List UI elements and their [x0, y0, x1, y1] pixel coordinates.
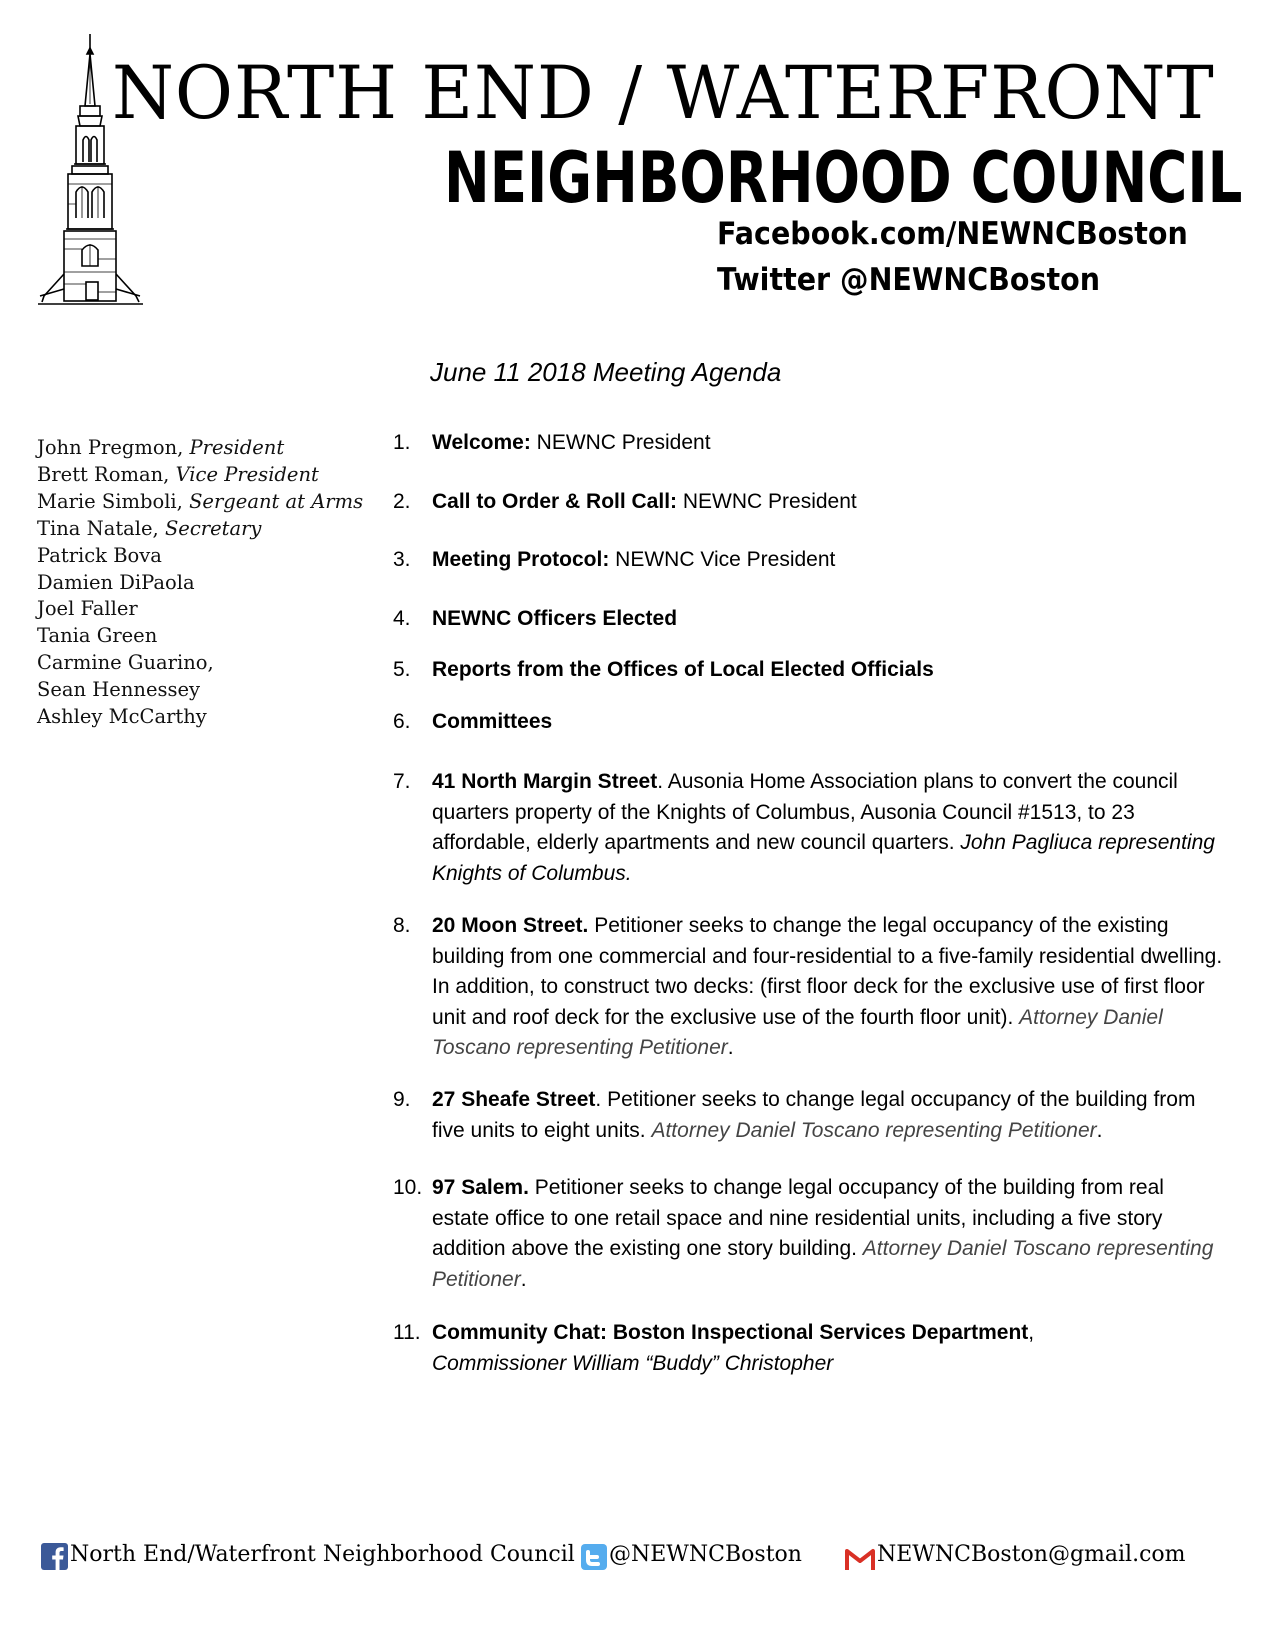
member-item — [37, 489, 363, 516]
item-text: NEWNC President — [677, 490, 857, 513]
item-text: NEWNC President — [530, 431, 711, 454]
item-text: Petitioner seeks to change legal occupancy of the building from real estate office to one retail space and nine residential units, including a five story addition above the existing one story building. — [432, 1176, 1164, 1260]
agenda-item-2 — [393, 487, 1223, 518]
item-number: 2. — [393, 490, 411, 513]
agenda-item-8 — [393, 911, 1223, 1064]
facebook-link[interactable]: North End/Waterfront Neighborhood Council — [70, 1542, 575, 1567]
member-role: Sergeant at Arms — [189, 489, 364, 513]
agenda-item-5 — [393, 655, 1223, 686]
agenda-item-10 — [393, 1173, 1223, 1295]
member-name: Brett Roman, — [37, 462, 176, 486]
member-item — [37, 543, 363, 570]
gmail-icon — [845, 1548, 875, 1570]
member-role: President — [189, 436, 285, 459]
email-link[interactable]: NEWNCBoston@gmail.com — [877, 1542, 1186, 1567]
member-name: Marie Simboli, — [37, 489, 190, 513]
member-name: Ashley McCarthy — [37, 705, 207, 729]
item-heading: 20 Moon Street. — [432, 914, 589, 937]
item-representative: Attorney Daniel Toscano representing Petitioner — [432, 1005, 1163, 1059]
agenda-item-9 — [393, 1085, 1223, 1146]
item-number: 5. — [393, 658, 411, 681]
member-name: Tania Green — [37, 624, 158, 648]
agenda-item-4 — [393, 604, 1223, 635]
item-representative: Attorney Daniel Toscano representing Petitioner — [651, 1118, 1097, 1142]
item-text: . Ausonia Home Association plans to convert the council quarters property of the Knights of Columbus, Ausonia Council #1513, to 23 affordable, elderly apartments and new council quarters. — [432, 770, 1178, 854]
item-number: 6. — [393, 710, 411, 733]
agenda-item-6 — [393, 707, 1223, 738]
member-item — [37, 677, 363, 704]
member-item — [37, 623, 363, 650]
council-member-list — [37, 435, 363, 731]
member-item — [37, 704, 363, 731]
item-end: . — [1096, 1118, 1103, 1142]
twitter-icon — [581, 1544, 607, 1570]
member-item — [37, 596, 363, 623]
member-item — [37, 570, 363, 597]
member-item — [37, 462, 363, 489]
member-name: Patrick Bova — [37, 543, 162, 567]
facebook-icon — [41, 1543, 68, 1570]
item-number: 11. — [393, 1321, 421, 1344]
council-title-line2: NEIGHBORHOOD COUNCIL — [444, 137, 1243, 219]
item-representative: Attorney Daniel Toscano representing Petitioner — [432, 1237, 1214, 1291]
item-end: . — [727, 1036, 734, 1059]
item-heading: 27 Sheafe Street — [432, 1088, 596, 1111]
item-heading: Committees — [432, 710, 553, 733]
item-text: Petitioner seeks to change the legal occupancy of the existing building from one commercial and four-residential to a five-family residential dwelling. In addition, to construct two decks: (first floor deck for the exclusive use of first floor unit and roof deck for the exclusive use of the fourth floor unit). — [432, 914, 1223, 1029]
item-text: NEWNC Vice President — [609, 548, 836, 571]
agenda-item-3 — [393, 545, 1223, 576]
member-item — [37, 516, 363, 543]
member-name: Tina Natale, — [37, 516, 165, 540]
member-item — [37, 435, 363, 462]
item-heading: 41 North Margin Street — [432, 770, 658, 793]
item-number: 3. — [393, 548, 411, 571]
item-heading: NEWNC Officers Elected — [432, 607, 678, 630]
footer-facebook[interactable] — [41, 1540, 575, 1570]
item-heading: Meeting Protocol: — [432, 548, 610, 571]
agenda-item-1 — [393, 428, 1223, 459]
member-name: Sean Hennessey — [37, 678, 201, 702]
member-role: Vice President — [175, 462, 319, 486]
item-number: 8. — [393, 914, 411, 937]
footer — [0, 1540, 1275, 1580]
item-heading: Community Chat: Boston Inspectional Services Department — [432, 1321, 1029, 1344]
member-name: Joel Faller — [37, 597, 138, 621]
agenda-item-11 — [393, 1318, 1223, 1379]
member-name: Carmine Guarino, — [37, 651, 214, 675]
item-number: 10. — [393, 1176, 423, 1199]
item-representative: John Pagliuca representing Knights of Columbus. — [432, 831, 1215, 885]
page-title: June 11 2018 Meeting Agenda — [430, 357, 782, 387]
agenda-item-7 — [393, 767, 1223, 889]
item-text: , — [1028, 1321, 1035, 1344]
item-heading: Reports from the Offices of Local Elected Officials — [432, 658, 934, 681]
footer-email[interactable] — [845, 1540, 1186, 1570]
council-title-line1: NORTH END / WATERFRONT — [112, 51, 1215, 136]
item-representative: Commissioner William “Buddy” Christopher — [432, 1351, 834, 1375]
member-role: Secretary — [164, 516, 262, 540]
item-text: . Petitioner seeks to change legal occupancy of the building from five units to eight units. — [432, 1088, 1196, 1142]
item-number: 1. — [393, 431, 411, 454]
item-number: 9. — [393, 1088, 411, 1111]
footer-twitter[interactable] — [581, 1540, 802, 1570]
item-number: 7. — [393, 770, 411, 793]
item-heading: Welcome: — [432, 431, 531, 454]
member-name: John Pregmon, — [37, 436, 190, 459]
item-end: . — [520, 1267, 527, 1291]
member-item — [37, 650, 363, 677]
member-name: Damien DiPaola — [37, 570, 195, 594]
item-heading: 97 Salem. — [432, 1176, 529, 1199]
twitter-handle[interactable]: Twitter @NEWNCBoston — [717, 262, 1101, 298]
item-heading: Call to Order & Roll Call: — [432, 490, 678, 513]
twitter-link[interactable]: @NEWNCBoston — [609, 1542, 802, 1567]
item-number: 4. — [393, 607, 411, 630]
facebook-handle[interactable]: Facebook.com/NEWNCBoston — [717, 216, 1188, 252]
